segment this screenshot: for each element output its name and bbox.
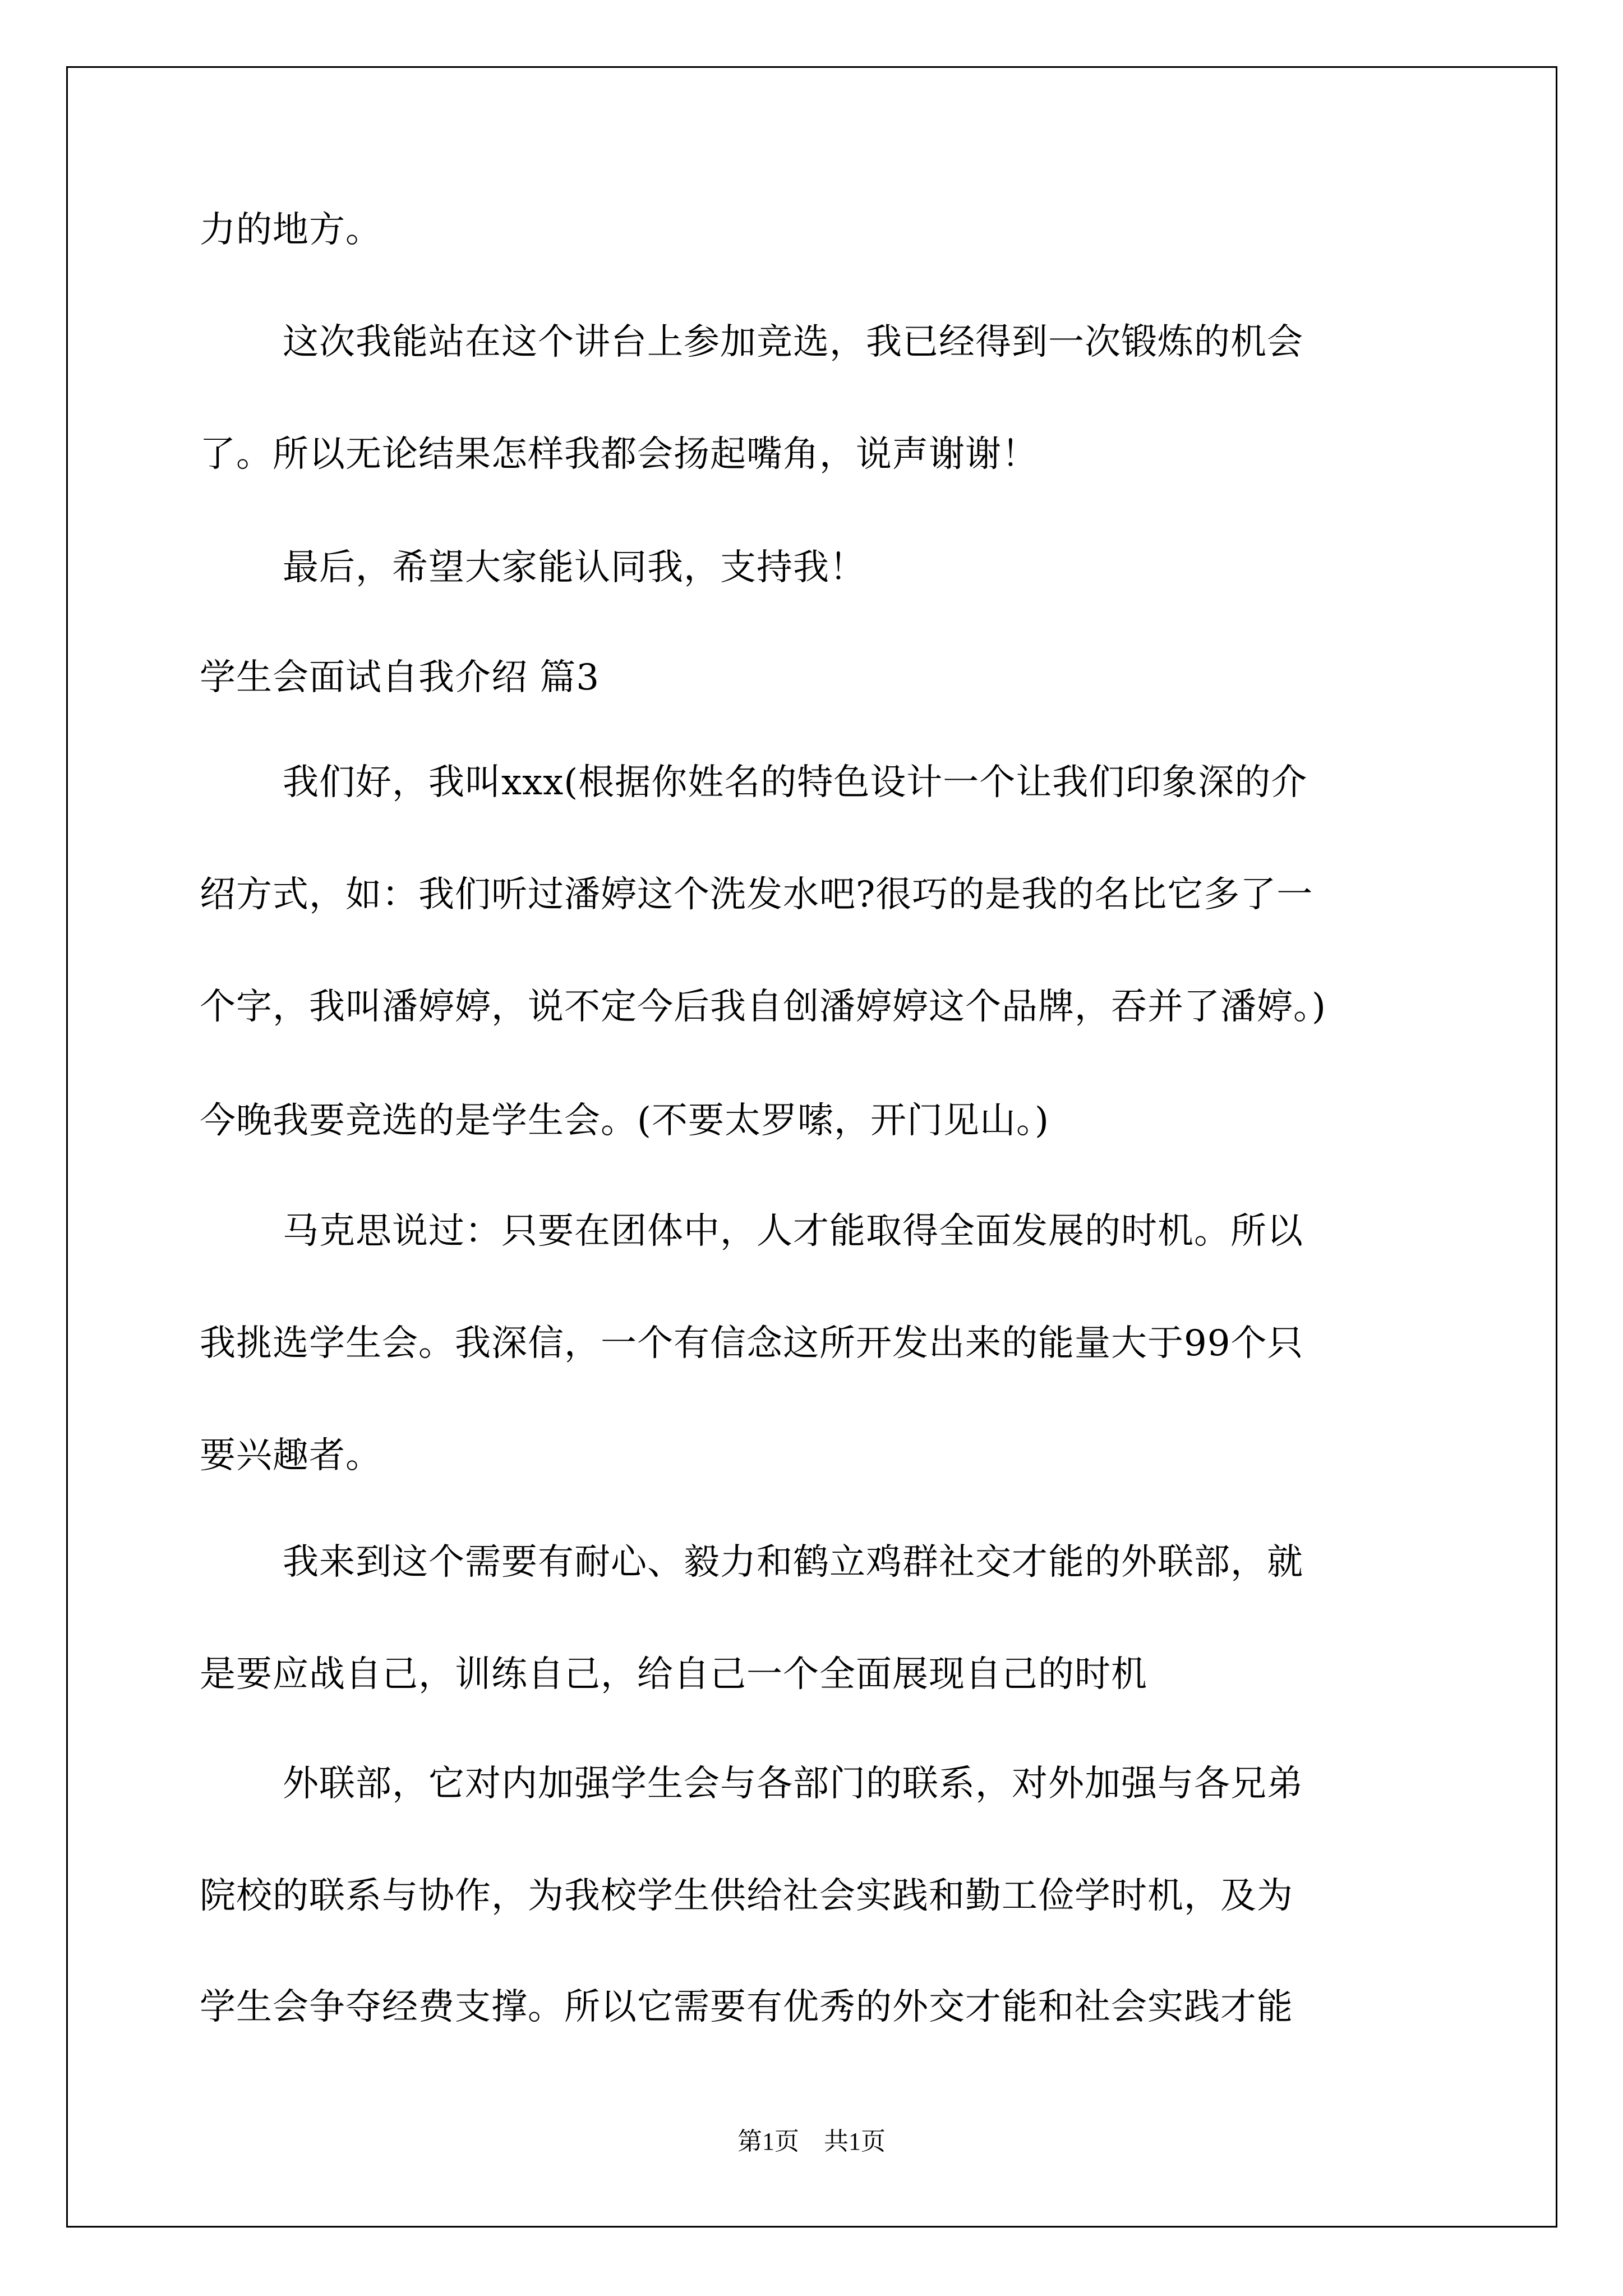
section-heading: 学生会面试自我介绍 篇3 — [200, 657, 600, 698]
paragraph-line: 我来到这个需要有耐心、毅力和鹤立鸡群社交才能的外联部，就 — [283, 1542, 1303, 1583]
paragraph-line: 了。所以无论结果怎样我都会扬起嘴角，说声谢谢！ — [200, 434, 1038, 475]
paragraph-line: 个字，我叫潘婷婷，说不定今后我自创潘婷婷这个品牌，吞并了潘婷。) — [200, 986, 1326, 1028]
paragraph-line: 马克思说过：只要在团体中，人才能取得全面发展的时机。所以 — [283, 1211, 1303, 1252]
paragraph-line: 绍方式，如：我们听过潘婷这个洗发水吧?很巧的是我的名比它多了一 — [200, 874, 1313, 915]
paragraph-line: 今晚我要竞选的是学生会。(不要太罗嗦，开门见山。) — [200, 1100, 1049, 1142]
paragraph-line: 我挑选学生会。我深信，一个有信念这所开发出来的能量大于99个只 — [200, 1323, 1304, 1364]
paragraph-line: 要兴趣者。 — [200, 1435, 382, 1476]
page-footer: 第1页 共1页 — [737, 2128, 886, 2155]
paragraph-line: 力的地方。 — [200, 209, 382, 251]
paragraph-line: 学生会争夺经费支撑。所以它需要有优秀的外交才能和社会实践才能 — [200, 1986, 1293, 2028]
paragraph-line: 外联部，它对内加强学生会与各部门的联系，对外加强与各兄弟 — [283, 1763, 1303, 1805]
paragraph-line: 院校的联系与协作，为我校学生供给社会实践和勤工俭学时机，及为 — [200, 1875, 1293, 1917]
paragraph-line: 我们好，我叫xxx(根据你姓名的特色设计一个让我们印象深的介 — [283, 762, 1308, 803]
paragraph-line: 最后，希望大家能认同我，支持我！ — [283, 547, 866, 588]
paragraph-line: 是要应战自己，训练自己，给自己一个全面展现自己的时机 — [200, 1654, 1147, 1695]
paragraph-line: 这次我能站在这个讲台上参加竞选，我已经得到一次锻炼的机会 — [283, 321, 1303, 363]
